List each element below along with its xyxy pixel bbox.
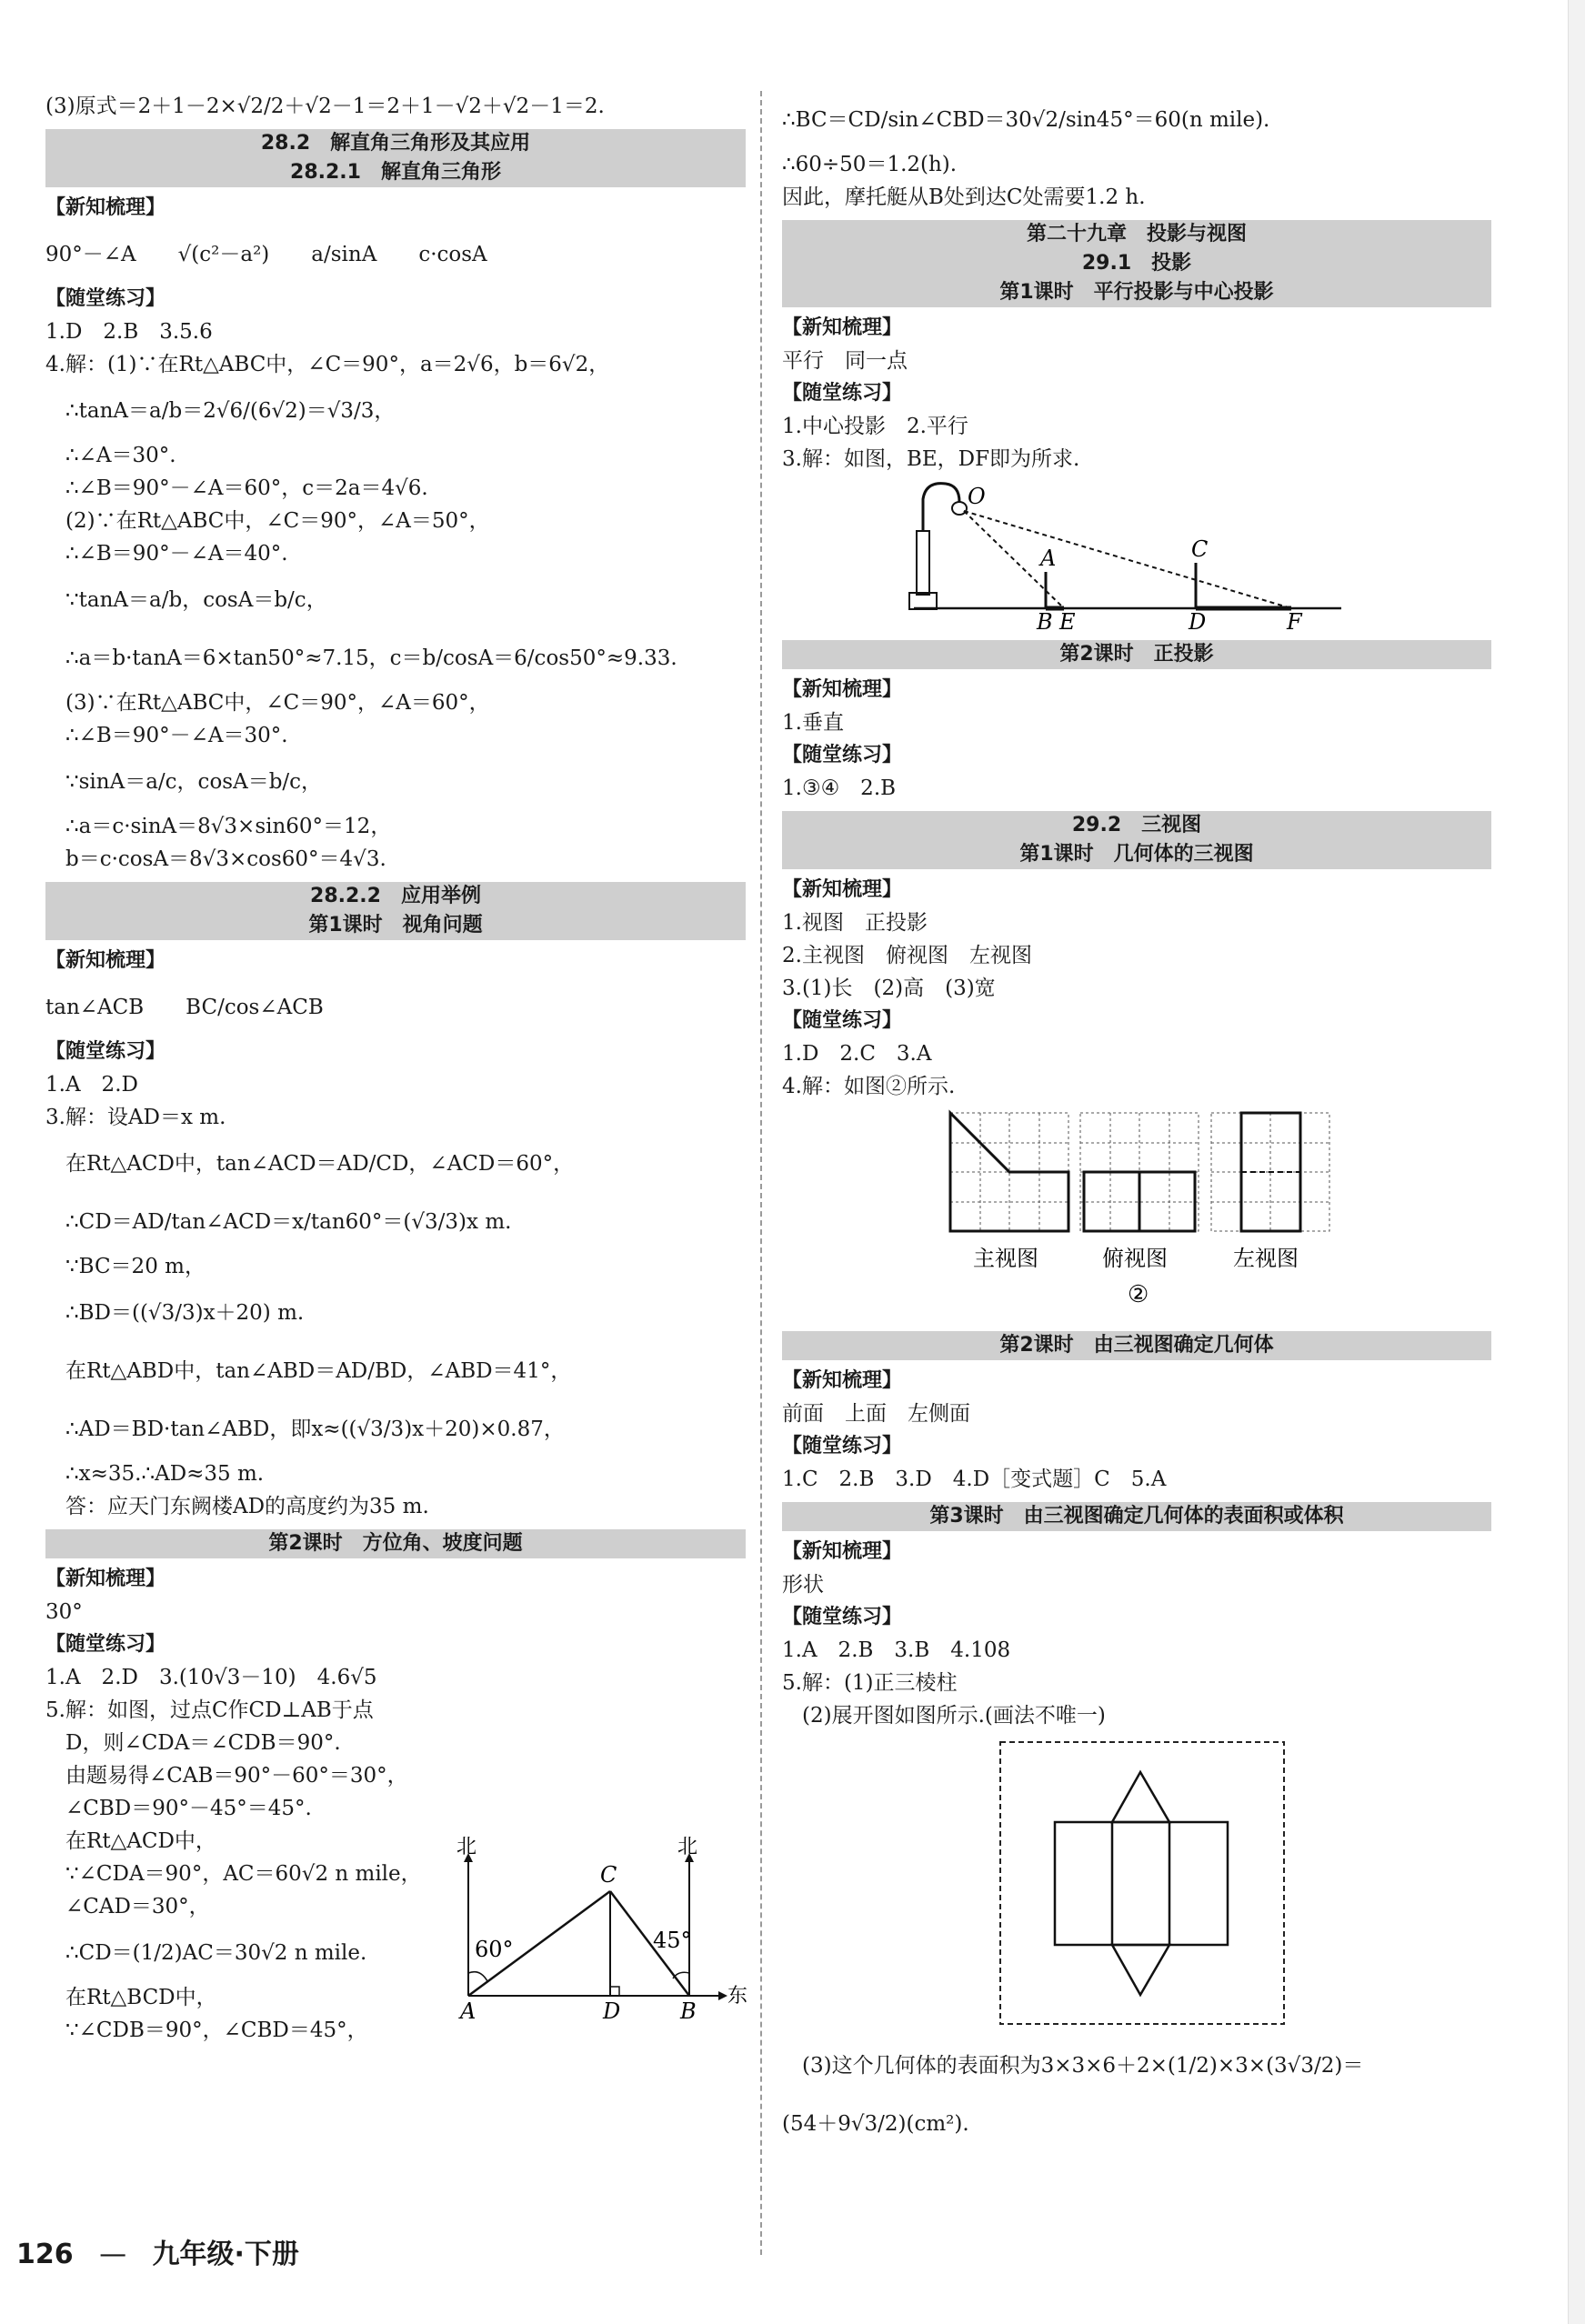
text-line: (54＋9√3/2)(cm²).	[782, 2112, 969, 2136]
lamp-label-F: F	[1287, 609, 1302, 631]
net-figure-wrap	[782, 1733, 1491, 2037]
lamp-projection-figure	[782, 476, 1491, 631]
lamp-label-B: B	[1037, 609, 1053, 631]
text-line: tan∠ACB BC/cos∠ACB	[45, 996, 324, 1019]
section-heading-bar	[782, 1502, 1491, 1531]
text-line: ∴BD＝((√3/3)x＋20) m.	[65, 1301, 305, 1325]
text-line: 1.③④ 2.B	[782, 776, 897, 800]
text-line: ∠CAD＝30°，	[65, 1895, 210, 1918]
text-line: ∴∠B＝90°－∠A＝30°.	[65, 724, 288, 747]
section-heading: 28.2.1 解直角三角形	[290, 161, 501, 184]
text-line: 前面 上面 左侧面	[782, 1402, 970, 1426]
text-line: ∵BC＝20 m，	[65, 1255, 206, 1278]
text-line: ∴60÷50＝1.2(h).	[782, 153, 958, 176]
text-line: 在Rt△ABD中，tan∠ABD＝AD/BD，∠ABD＝41°，	[65, 1359, 572, 1383]
text-line: ∴tanA＝a/b＝2√6/(6√2)＝√3/3，	[65, 399, 396, 423]
north-label-2: 北	[677, 1837, 698, 1858]
subsection-tag: 【新知梳理】	[45, 949, 166, 972]
text-line: ∴AD＝BD·tan∠ABD，即x≈((√3/3)x＋20)×0.87，	[65, 1417, 565, 1441]
text-line: ∵∠CDA＝90°，AC＝60√2 n mile，	[65, 1862, 422, 1886]
text-line: ∴BC＝CD/sin∠CBD＝30√2/sin45°＝60(n mile).	[782, 108, 1270, 132]
subsection-tag: 【随堂练习】	[45, 1040, 166, 1063]
text-line: 3.(1)长 (2)高 (3)宽	[782, 977, 996, 1000]
subsection-tag: 【随堂练习】	[782, 382, 903, 405]
section-heading: 第2课时 正投影	[1059, 643, 1214, 666]
section-heading: 第2课时 方位角、坡度问题	[268, 1532, 523, 1555]
text-line: 5.解：(1)正三棱柱	[782, 1671, 958, 1695]
text-line: 1.中心投影 2.平行	[782, 415, 968, 438]
text-line: 形状	[782, 1573, 824, 1597]
text-line: ∵tanA＝a/b，cosA＝b/c，	[65, 588, 327, 612]
left-view-label: 左视图	[1233, 1246, 1299, 1271]
subsection-tag: 【新知梳理】	[782, 1369, 903, 1392]
section-heading-bar	[782, 640, 1491, 669]
grade-label: 九年级·下册	[152, 2239, 299, 2270]
section-heading-bar	[782, 811, 1491, 869]
section-heading: 29.1 投影	[1081, 252, 1192, 275]
text-line: 答：应天门东阙楼AD的高度约为35 m.	[65, 1495, 429, 1518]
lamp-label-E: E	[1059, 609, 1076, 631]
text-line: 5.解：如图，过点C作CD⊥AB于点	[45, 1698, 374, 1722]
text-line: ∴x≈35.∴AD≈35 m.	[65, 1462, 265, 1486]
text-line: 由题易得∠CAB＝90°－60°＝30°，	[65, 1764, 408, 1788]
section-heading-bar	[45, 882, 746, 940]
point-C-label: C	[600, 1862, 617, 1888]
section-heading: 第1课时 视角问题	[308, 914, 483, 937]
text-line: (3)∵在Rt△ABC中，∠C＝90°，∠A＝60°，	[65, 691, 490, 715]
section-heading: 第3课时 由三视图确定几何体的表面积或体积	[929, 1505, 1344, 1528]
east-label: 东	[727, 1985, 748, 2008]
text-line: ∴∠B＝90°－∠A＝40°.	[65, 542, 288, 566]
subsection-tag: 【随堂练习】	[782, 1435, 903, 1458]
prism-net-figure	[782, 1733, 1491, 2033]
text-line: 4.解：如图②所示.	[782, 1075, 956, 1098]
page-edge-strip	[1568, 0, 1585, 2324]
subsection-tag: 【新知梳理】	[782, 1540, 903, 1563]
point-D-label: D	[603, 1998, 621, 2018]
text-line: 1.视图 正投影	[782, 911, 928, 935]
text-line: 1.A 2.B 3.B 4.108	[782, 1638, 1011, 1662]
text-line: ∴a＝b·tanA＝6×tan50°≈7.15，c＝b/cosA＝6/cos50°≈9.33.	[65, 646, 677, 670]
text-line: ∵sinA＝a/c，cosA＝b/c，	[65, 770, 323, 794]
right-column	[782, 91, 1491, 2153]
text-line: D，则∠CDA＝∠CDB＝90°.	[65, 1731, 341, 1755]
angle-60-label: 60°	[475, 1937, 514, 1962]
text-line: 平行 同一点	[782, 349, 908, 373]
text-line: ∴CD＝(1/2)AC＝30√2 n mile.	[65, 1941, 367, 1965]
footer-separator: —	[99, 2239, 127, 2270]
text-line: (2)∵在Rt△ABC中，∠C＝90°，∠A＝50°，	[65, 509, 490, 533]
subsection-tag: 【随堂练习】	[782, 1009, 903, 1032]
text-line: (2)展开图如图所示.(画法不唯一)	[802, 1704, 1106, 1728]
text-line: 1.垂直	[782, 711, 844, 735]
subsection-tag: 【新知梳理】	[782, 316, 903, 339]
text-line: 在Rt△ACD中，	[65, 1829, 216, 1853]
lamp-label-C: C	[1191, 536, 1209, 562]
lamp-label-D: D	[1189, 609, 1207, 631]
text-line: 90°－∠A √(c²－a²) a/sinA c·cosA	[45, 243, 487, 266]
text-line: ∴∠B＝90°－∠A＝60°，c＝2a＝4√6.	[65, 476, 428, 500]
text-line: 1.D 2.B 3.5.6	[45, 320, 213, 344]
text-line: (3)原式＝2＋1－2×√2/2＋√2－1＝2＋1－√2＋√2－1＝2.	[45, 95, 605, 118]
text-line: 1.A 2.D 3.(10√3－10) 4.6√5	[45, 1666, 377, 1689]
section-heading-bar	[45, 1529, 746, 1558]
lamp-figure-wrap	[782, 476, 1491, 635]
point-B-label: B	[680, 1998, 697, 2018]
section-heading: 28.2 解直角三角形及其应用	[260, 132, 531, 155]
text-line: 2.主视图 俯视图 左视图	[782, 944, 1032, 967]
section-heading: 29.2 三视图	[1071, 814, 1202, 836]
text-line: 30°	[45, 1600, 83, 1624]
point-A-label: A	[460, 1998, 477, 2018]
text-line: 1.C 2.B 3.D 4.D［变式题］C 5.A	[782, 1468, 1167, 1491]
subsection-tag: 【新知梳理】	[45, 196, 166, 219]
text-line: ∴CD＝AD/tan∠ACD＝x/tan60°＝(√3/3)x m.	[65, 1210, 512, 1234]
subsection-tag: 【新知梳理】	[45, 1568, 166, 1590]
section-heading-bar	[782, 1331, 1491, 1360]
text-line: 1.A 2.D	[45, 1073, 138, 1097]
section-heading: 第1课时 平行投影与中心投影	[999, 281, 1274, 304]
text-line: 3.解：设AD＝x m.	[45, 1106, 226, 1129]
north-label-1: 北	[456, 1837, 477, 1858]
section-heading: 第二十九章 投影与视图	[1026, 223, 1247, 245]
views-figure-wrap	[782, 1104, 1491, 1326]
text-line: 因此，摩托艇从B处到达C处需要1.2 h.	[782, 185, 1146, 209]
section-heading: 第1课时 几何体的三视图	[1019, 843, 1254, 866]
text-line: 在Rt△BCD中，	[65, 1986, 217, 2009]
subsection-tag: 【随堂练习】	[782, 744, 903, 766]
top-view-label: 俯视图	[1102, 1246, 1168, 1271]
text-line: 3.解：如图，BE，DF即为所求.	[782, 447, 1080, 471]
subsection-tag: 【随堂练习】	[45, 1633, 166, 1656]
section-heading-bar	[782, 220, 1491, 307]
page-number: 126	[16, 2239, 74, 2270]
text-line: ∠CBD＝90°－45°＝45°.	[65, 1797, 312, 1820]
text-line: (3)这个几何体的表面积为3×3×6＋2×(1/2)×3×(3√3/2)＝	[802, 2054, 1364, 2078]
lamp-label-A: A	[1040, 546, 1057, 571]
subsection-tag: 【随堂练习】	[45, 287, 166, 310]
subsection-tag: 【随堂练习】	[782, 1606, 903, 1628]
figure-caption: ②	[1128, 1281, 1149, 1308]
column-divider	[760, 91, 762, 2255]
lamp-label-O: O	[968, 484, 986, 509]
page-footer	[16, 2231, 316, 2271]
text-line: 1.D 2.C 3.A	[782, 1042, 932, 1066]
text-line: 4.解：(1)∵在Rt△ABC中，∠C＝90°，a＝2√6，b＝6√2，	[45, 353, 610, 376]
text-line: ∵∠CDB＝90°，∠CBD＝45°，	[65, 2018, 368, 2042]
subsection-tag: 【新知梳理】	[782, 678, 903, 701]
text-line: ∴a＝c·sinA＝8√3×sin60°＝12，	[65, 815, 392, 838]
section-heading: 28.2.2 应用举例	[310, 885, 481, 907]
section-heading-bar	[45, 129, 746, 187]
text-line: b＝c·cosA＝8√3×cos60°＝4√3.	[65, 847, 386, 871]
angle-45-label: 45°	[653, 1928, 692, 1953]
section-heading: 第2课时 由三视图确定几何体	[999, 1334, 1274, 1357]
text-line: 在Rt△ACD中，tan∠ACD＝AD/CD，∠ACD＝60°，	[65, 1152, 575, 1176]
bearing-triangle-figure	[455, 1837, 755, 2018]
text-line: ∴∠A＝30°.	[65, 444, 176, 467]
left-column	[45, 91, 746, 2048]
front-view-label: 主视图	[973, 1246, 1038, 1271]
subsection-tag: 【新知梳理】	[782, 878, 903, 901]
three-views-figure	[782, 1104, 1491, 1322]
